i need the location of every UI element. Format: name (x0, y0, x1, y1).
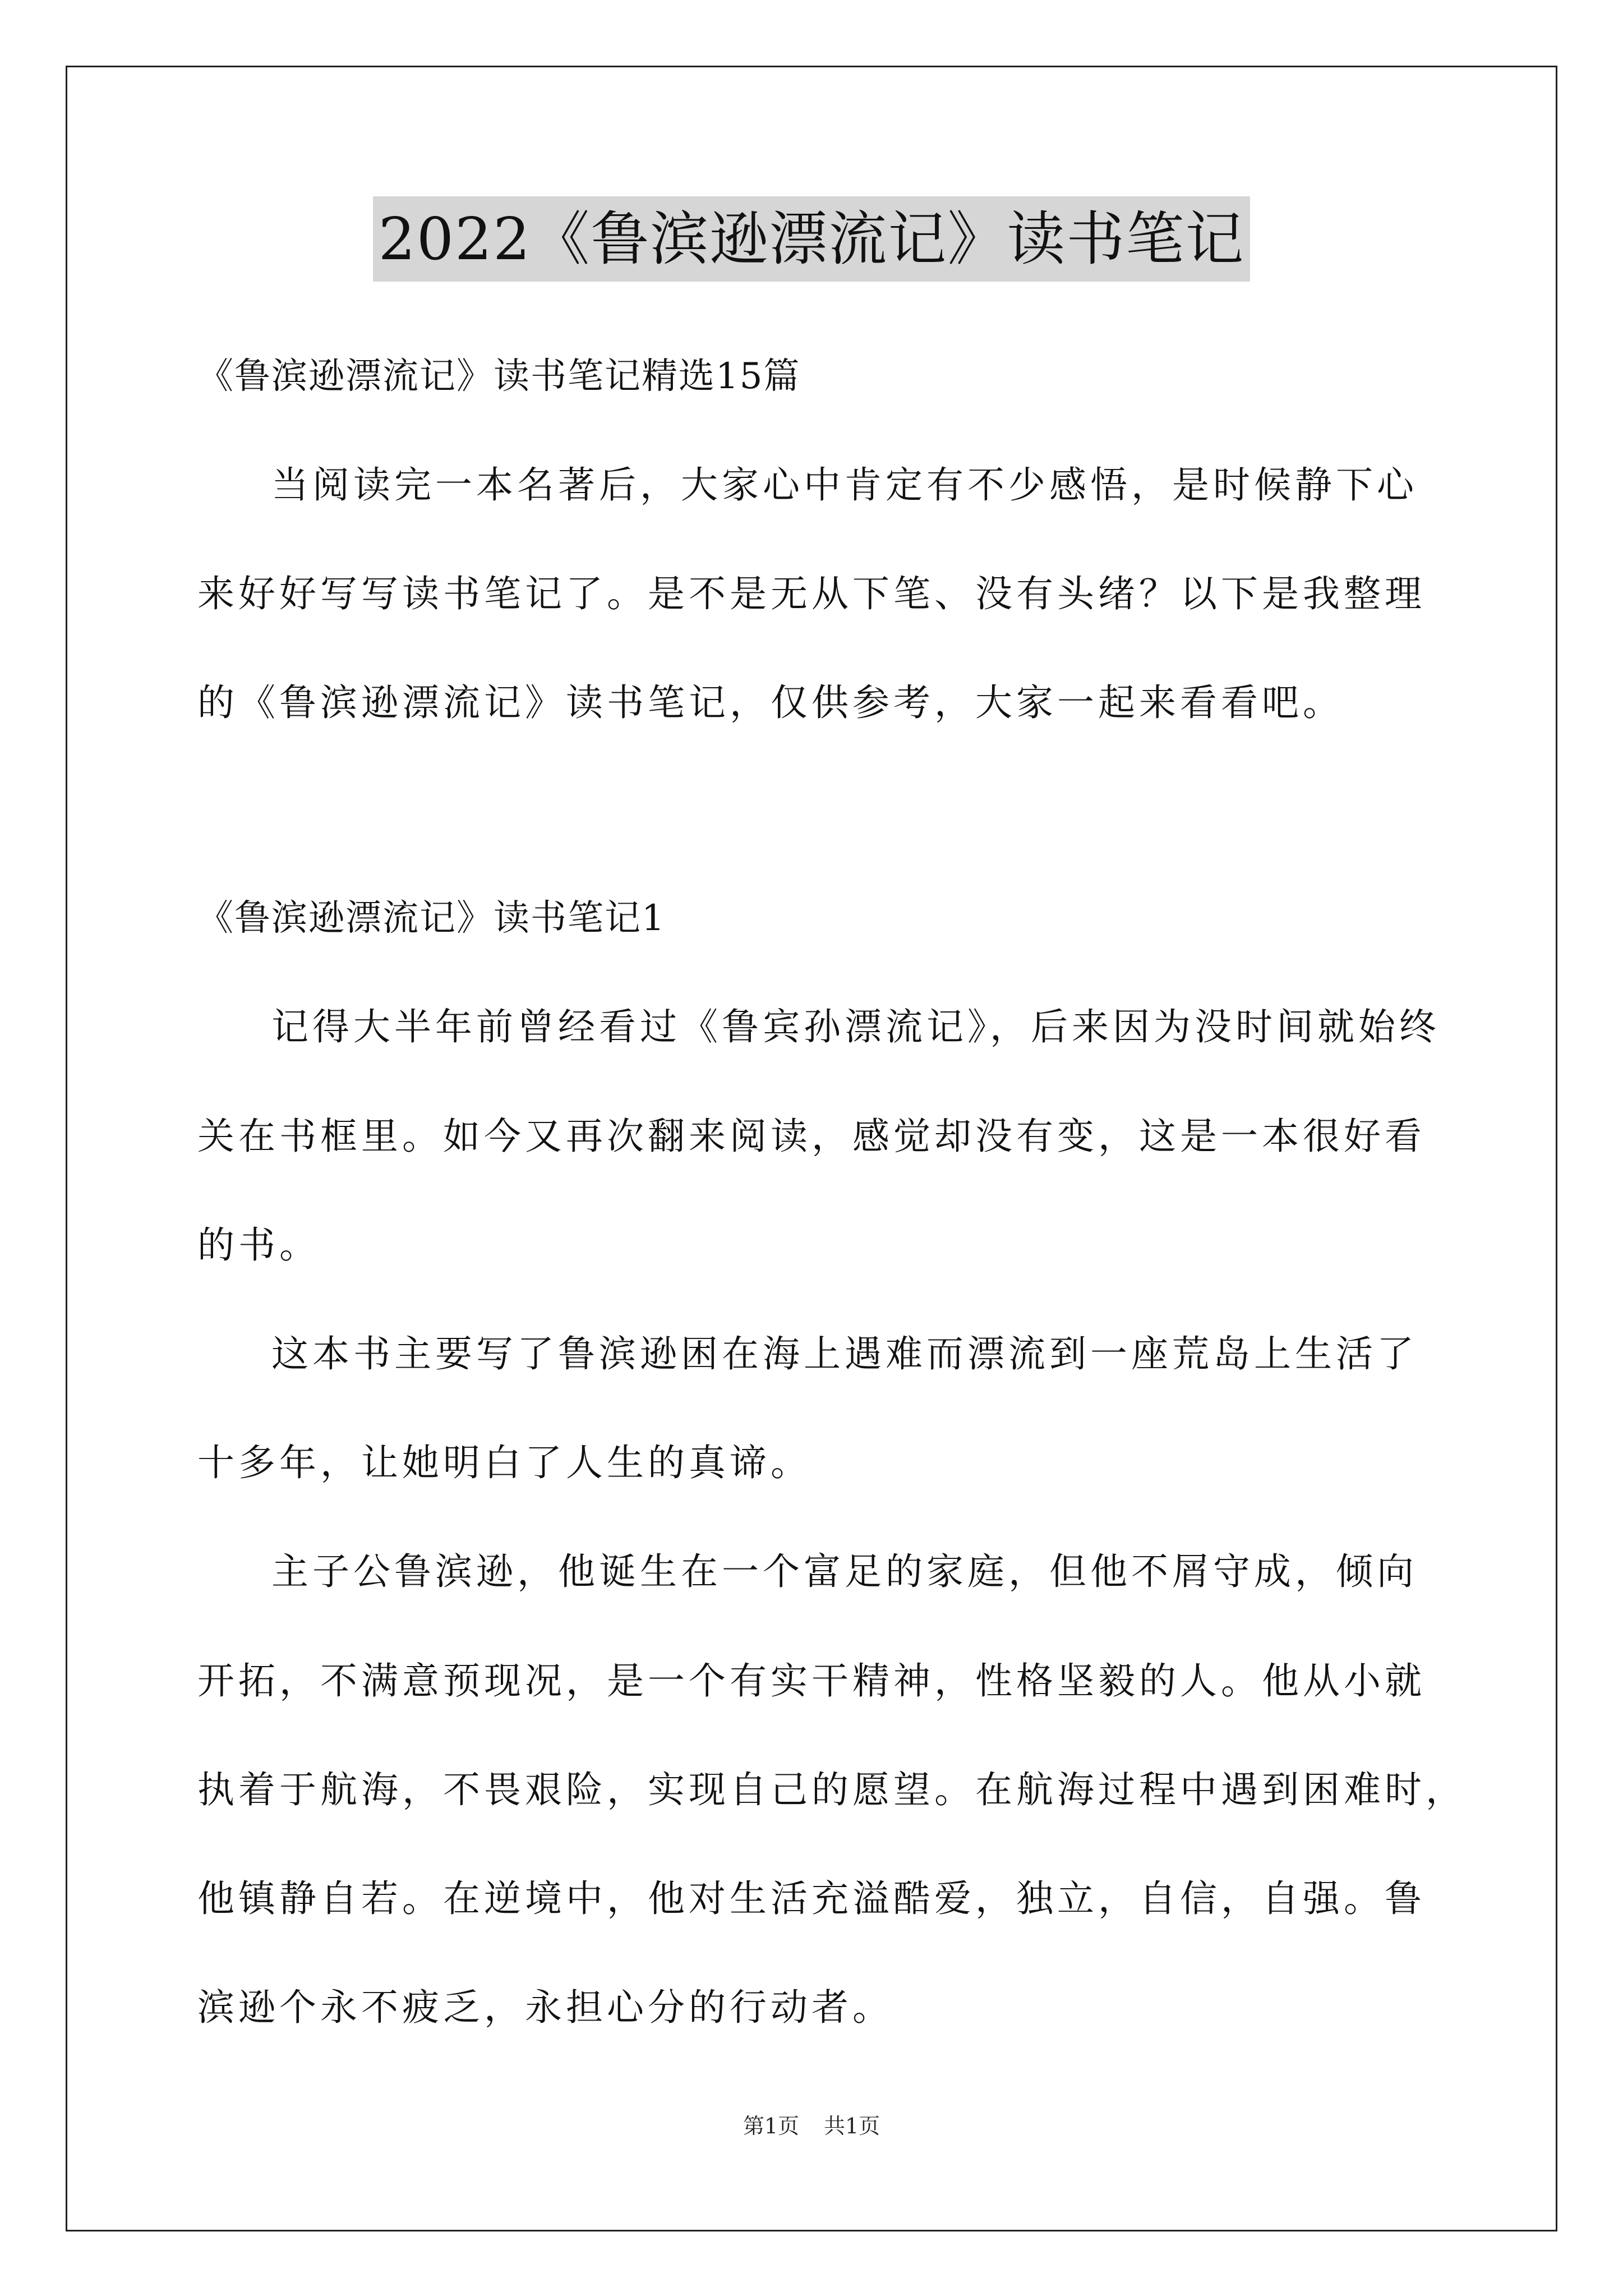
intro-line: 的《鲁滨逊漂流记》读书笔记，仅供参考，大家一起来看看吧。 (197, 681, 1344, 724)
paragraph3-line: 开拓，不满意预现况，是一个有实干精神，性格坚毅的人。他从小就 (197, 1659, 1426, 1703)
document-title: 2022《鲁滨逊漂流记》读书笔记 (373, 196, 1251, 282)
page-number-current: 第1页 (743, 2114, 799, 2138)
document-subtitle: 《鲁滨逊漂流记》读书笔记精选15篇 (197, 356, 801, 397)
paragraph3-line: 滨逊个永不疲乏，永担心分的行动者。 (197, 1986, 893, 2029)
page-number-total: 共1页 (824, 2114, 880, 2138)
intro-line: 当阅读完一本名著后，大家心中肯定有不少感悟，是时候静下心 (271, 463, 1418, 507)
paragraph2-line: 这本书主要写了鲁滨逊困在海上遇难而漂流到一座荒岛上生活了 (271, 1332, 1418, 1375)
title-container (0, 196, 1623, 282)
intro-line: 来好好写写读书笔记了。是不是无从下笔、没有头绪？以下是我整理 (197, 572, 1426, 615)
paragraph3-line: 主子公鲁滨逊，他诞生在一个富足的家庭，但他不屑守成，倾向 (271, 1550, 1418, 1593)
page-footer (0, 2112, 1623, 2140)
section-heading: 《鲁滨逊漂流记》读书笔记1 (197, 898, 666, 939)
paragraph1-line: 记得大半年前曾经看过《鲁宾孙漂流记》，后来因为没时间就始终 (271, 1005, 1440, 1048)
paragraph2-line: 十多年，让她明白了人生的真谛。 (197, 1441, 811, 1484)
paragraph3-line: 他镇静自若。在逆境中，他对生活充溢酷爱，独立，自信，自强。鲁 (197, 1877, 1426, 1920)
paragraph1-line: 关在书框里。如今又再次翻来阅读，感觉却没有变，这是一本很好看 (197, 1115, 1426, 1158)
paragraph3-line: 执着于航海，不畏艰险，实现自己的愿望。在航海过程中遇到困难时， (197, 1768, 1467, 1811)
paragraph1-line: 的书。 (197, 1223, 320, 1267)
